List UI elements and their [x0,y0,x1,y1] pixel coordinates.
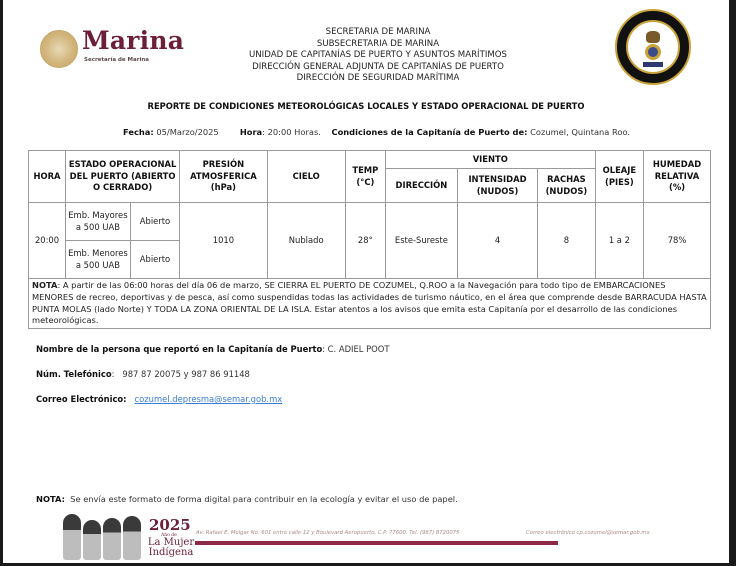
logo-name: Marina [82,26,185,55]
fecha-label: Fecha: [123,127,154,137]
condiciones-label: Condiciones de la Capitanía de Puerto de: [331,127,528,137]
marina-logo [40,26,185,70]
hora-label: Hora [239,127,263,137]
footer-address: Av. Rafael E. Melgar No. 601 entre calle 12 y Boulevard Aeropuerto, C.P. 77600. Tel. (987) 8720075 [196,530,460,536]
cell-emb-mayores: Emb. Mayores a 500 UAB [66,203,131,241]
reporter-label: Nombre de la persona que reportó en la Capitanía de Puerto [36,344,323,354]
header-hora: HORA [29,151,66,203]
header-direccion: DIRECCIÓN [385,169,457,203]
header-line: UNIDAD DE CAPITANÍAS DE PUERTO Y ASUNTOS MARÍTIMOS [248,50,508,61]
cell-emb-mayores-estado: Abierto [130,203,179,241]
logo-subtitle: Secretaría de Marina [84,57,149,63]
header-rachas: RACHAS (NUDOS) [538,169,596,203]
footer-email: Correo electrónico cp.cozumel@semar.gob.mx [526,530,650,536]
phone-value: : 987 87 20075 y 987 86 91148 [111,369,250,379]
header-presion: PRESIÓN ATMOSFERICA (hPa) [180,151,267,203]
header-temp: TEMP (°C) [345,151,385,203]
helm-wheel-icon [645,44,661,60]
cell-hora: 20:00 [29,203,66,279]
header-estado: ESTADO OPERACIONAL DEL PUERTO (ABIERTO O CERRADO) [66,151,180,203]
anniversary-seal-icon [615,9,691,85]
email-line [36,394,282,404]
header-line: DIRECCIÓN GENERAL ADJUNTA DE CAPITANÍAS DE PUERTO [252,61,504,72]
report-meta [123,127,630,137]
indigenous-women-illustration [61,510,143,560]
cell-direccion: Este-Sureste [385,203,457,279]
email-link[interactable]: cozumel.depresma@semar.gob.mx [134,394,283,404]
nota-label: NOTA [32,280,58,290]
document-page [3,0,729,563]
condiciones-value: Cozumel, Quintana Roo. [530,127,631,137]
reporter-line [36,344,389,354]
cell-emb-menores-estado: Abierto [130,241,179,279]
reporter-name: : C. ADIEL POOT [322,344,390,354]
cell-rachas: 8 [538,203,596,279]
phone-line [36,369,250,379]
phone-label: Núm. Telefónico [36,369,112,379]
year-title: La Mujer Indígena [147,537,195,558]
cell-emb-menores: Emb. Menores a 500 UAB [66,241,131,279]
fecha-value: 05/Marzo/2025 [156,127,219,137]
final-note-label: NOTA: [36,494,65,504]
cell-humedad: 78% [644,203,711,279]
year-label: 2025 [149,516,191,534]
cell-oleaje: 1 a 2 [595,203,643,279]
table-nota [29,279,711,329]
email-label: Correo Electrónico: [36,394,127,404]
cell-temp: 28° [345,203,385,279]
nota-text: : A partir de las 06:00 horas del día 06 de marzo, SE CIERRA EL PUERTO DE COZUMEL, Q.ROO a la Navegación para todo tipo de EMBARCACIONES MENORES de recreo, deportivas y de pesca, así como suspendidas todas las actividades de turismo náutico, en el área que comprende desde BARRACUDA HASTA PUNTA MOLAS (lado Norte) Y TODA LA ZONA ORIENTAL DE LA ISLA. Estar atentos a los avisos que emita esta Capitanía por el desarrollo de las condiciones meteorológicas. [32,280,707,326]
year-subtitle: Año de [161,533,177,538]
header-cielo: CIELO [267,151,345,203]
footer-accent-bar [195,541,558,545]
final-note-text: Se envía este formato de forma digital para contribuir en la ecología y evitar el uso de papel. [70,494,458,504]
header-line: SUBSECRETARIA DE MARINA [316,38,440,49]
final-note [36,494,458,504]
header-intensidad: INTENSIDAD (NUDOS) [457,169,537,203]
header-oleaje: OLEAJE (PIES) [595,151,643,203]
header-viento: VIENTO [385,151,595,169]
cell-presion: 1010 [180,203,267,279]
conditions-table [28,150,711,329]
header-line: SECRETARIA DE MARINA [325,27,431,37]
header-institution [203,27,553,85]
plaque-icon [643,62,663,67]
cell-cielo: Nublado [267,203,345,279]
national-seal-icon [40,30,78,68]
report-title: REPORTE DE CONDICIONES METEOROLÓGICAS LOCALES Y ESTADO OPERACIONAL DE PUERTO [147,101,585,111]
header-line: DIRECCIÓN DE SEGURIDAD MARÍTIMA [296,73,460,84]
header-humedad: HUMEDAD RELATIVA (%) [644,151,711,203]
cell-intensidad: 4 [457,203,537,279]
hora-value: : 20:00 Horas. [262,127,321,137]
eagle-icon [646,31,660,43]
